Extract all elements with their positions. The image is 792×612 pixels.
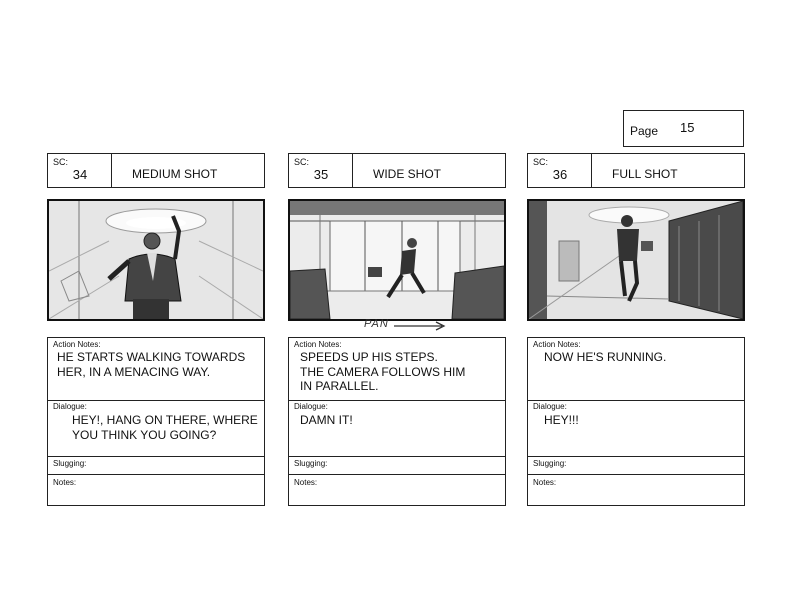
divider [289,400,505,401]
divider [289,474,505,475]
divider [528,400,744,401]
panel-1-header [47,153,265,188]
scene-number: 36 [552,167,568,182]
slugging-label: Slugging: [294,459,328,468]
panel-2-frame [288,199,506,321]
action-label: Action Notes: [294,340,342,349]
slugging-label: Slugging: [53,459,87,468]
dialogue-text: HEY!!! [544,413,579,427]
scene-number: 35 [313,167,329,182]
notes-label: Notes: [294,478,318,487]
scene-label: SC: [294,157,310,167]
divider [528,474,744,475]
divider [289,456,505,457]
panel-3-sketch [529,201,743,319]
scene-number: 34 [72,167,88,182]
action-label: Action Notes: [533,340,581,349]
panel-2-notes [288,337,506,506]
shot-type: FULL SHOT [612,167,678,181]
notes-label: Notes: [533,478,557,487]
page-number: 15 [680,120,695,135]
header-divider [591,154,592,187]
pan-arrow-icon [392,320,450,332]
dialogue-text: HEY!, HANG ON THERE, WHERE YOU THINK YOU GOING? [72,413,258,442]
panel-3-frame [527,199,745,321]
panel-3-notes [527,337,745,506]
slugging-label: Slugging: [533,459,567,468]
scene-label: SC: [53,157,69,167]
panel-1-frame [47,199,265,321]
dialogue-text: DAMN IT! [300,413,353,427]
panel-1-notes [47,337,265,506]
divider [48,456,264,457]
notes-label: Notes: [53,478,77,487]
divider [528,456,744,457]
divider [48,400,264,401]
shot-type: WIDE SHOT [373,167,441,181]
divider [48,474,264,475]
dialogue-label: Dialogue: [53,402,87,411]
dialogue-label: Dialogue: [294,402,328,411]
action-text: HE STARTS WALKING TOWARDS HER, IN A MENACING WAY. [57,350,246,379]
panel-2-sketch [290,201,504,319]
panel-2-header [288,153,506,188]
action-text: SPEEDS UP HIS STEPS. THE CAMERA FOLLOWS HIM IN PARALLEL. [300,350,466,393]
page-number-box [623,110,744,147]
header-divider [111,154,112,187]
dialogue-label: Dialogue: [533,402,567,411]
action-text: NOW HE'S RUNNING. [544,350,667,364]
page-label: Page [630,124,659,138]
panel-1-sketch [49,201,263,319]
pan-note: PAN [364,318,389,330]
shot-type: MEDIUM SHOT [132,167,218,181]
action-label: Action Notes: [53,340,101,349]
header-divider [352,154,353,187]
scene-label: SC: [533,157,549,167]
panel-3-header [527,153,745,188]
